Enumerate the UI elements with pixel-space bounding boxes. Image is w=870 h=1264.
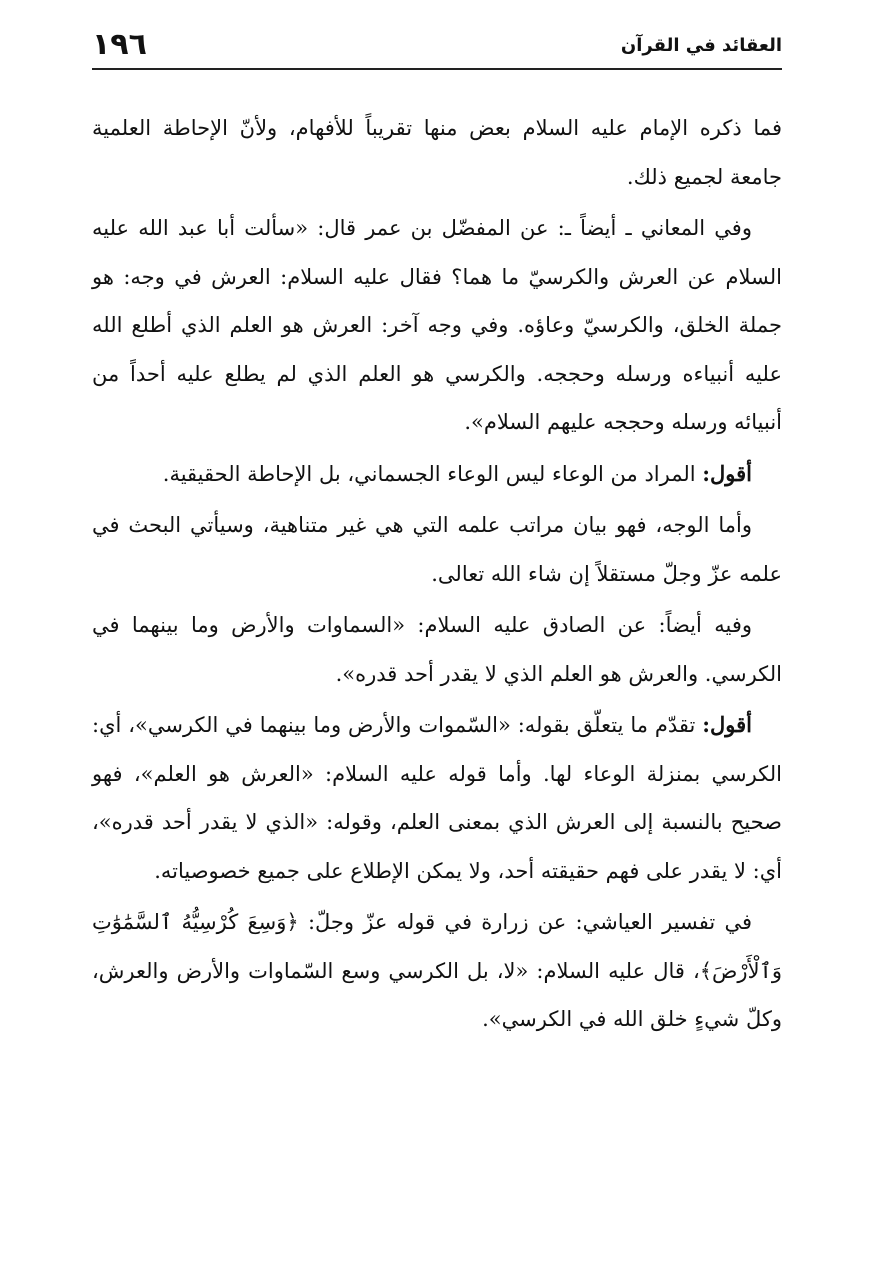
paragraph-2 [92, 204, 782, 447]
paragraph-lead: أقول: [702, 712, 752, 737]
paragraph-text: في تفسير العياشي: عن زرارة في قوله عزّ وجلّ: ﴿وَسِعَ كُرْسِيُّهُ ٱلسَّمَٰوَٰتِ وَٱلْأَرْضَ﴾، قال عليه السلام: «لا، بل الكرسي وسع السّماوات والأرض والعرش، وكلّ شيءٍ خلق الله في الكرسي». [92, 910, 782, 1031]
page-header [92, 28, 782, 70]
paragraph-7 [92, 898, 782, 1044]
paragraph-lead: أقول: [702, 460, 752, 486]
running-title: العقائد في القرآن [620, 35, 782, 56]
paragraph-text: المراد من الوعاء ليس الوعاء الجسماني، بل الإحاطة الحقيقية. [162, 461, 703, 486]
paragraph-3 [92, 450, 782, 499]
page-body [92, 104, 782, 1047]
paragraph-text: تقدّم ما يتعلّق بقوله: «السّموات والأرض وما بينهما في الكرسي»، أي: الكرسي بمنزلة الوعاء لها. وأما قوله عليه السلام: «العرش هو العلم»، فهو صحيح بالنسبة إلى العرش الذي بمعنى العلم، وقوله: «الذي لا يقدر أحد قدره»، أي: لا يقدر على فهم حقيقته أحد، ولا يمكن الإطلاع على جميع خصوصياته. [92, 713, 782, 883]
paragraph-5 [92, 601, 782, 698]
paragraph-text: وأما الوجه، فهو بيان مراتب علمه التي هي غير متناهية، وسيأتي البحث في علمه عزّ وجلّ مستقلاً إن شاء الله تعالى. [92, 513, 782, 586]
paragraph-4 [92, 501, 782, 598]
header-rule [92, 68, 782, 70]
paragraph-text: فما ذكره الإمام عليه السلام بعض منها تقريباً للأفهام، ولأنّ الإحاطة العلمية جامعة لجميع ذلك. [92, 116, 782, 189]
paragraph-text: وفيه أيضاً: عن الصادق عليه السلام: «السماوات والأرض وما بينهما في الكرسي. والعرش هو العلم الذي لا يقدر أحد قدره». [92, 613, 782, 686]
paragraph-6 [92, 701, 782, 895]
paragraph-1 [92, 104, 782, 201]
page-number: ١٩٦ [92, 27, 147, 62]
paragraph-text: وفي المعاني ـ أيضاً ـ: عن المفضّل بن عمر قال: «سألت أبا عبد الله عليه السلام عن العرش والكرسيّ ما هما؟ فقال عليه السلام: العرش في وجه: هو جملة الخلق، والكرسيّ وعاؤه. وفي وجه آخر: العرش هو العلم الذي أطلع الله عليه أنبياءه ورسله وحججه. والكرسي هو العلم الذي لم يطلع عليه أحداً من أنبيائه ورسله وحججه عليهم السلام». [92, 216, 782, 434]
